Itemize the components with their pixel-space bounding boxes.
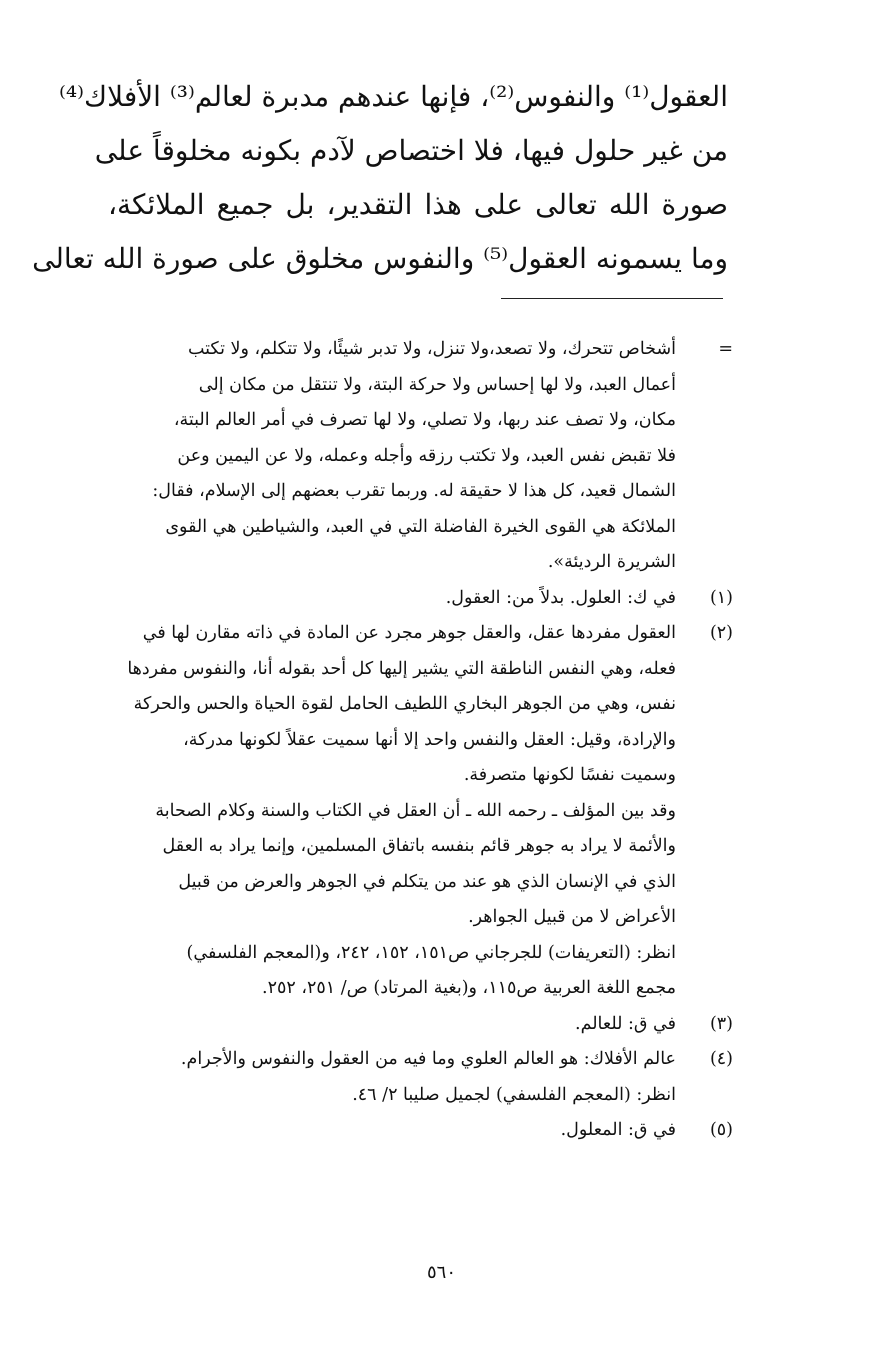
footnote-line: في ق: المعلول.: [560, 1120, 676, 1140]
footnote-line: والإرادة، وقيل: العقل والنفس واحد إلا أنها سميت عقلاً لكونها مدركة،: [183, 729, 676, 750]
footnote-line: أشخاص تتحرك، ولا تصعد،ولا تنزل، ولا تدبر شيئًا، ولا تتكلم، ولا تكتب: [187, 339, 676, 359]
footnote-line: انظر: (التعريفات) للجرجاني ص١٥١، ١٥٢، ٢٤٢، و(المعجم الفلسفي): [186, 942, 676, 963]
footnote-4-references: [68, 1078, 733, 1114]
footnote-line: الشمال قعيد، كل هذا لا حقيقة له. وربما تقرب بعضهم إلى الإسلام، فقال:: [152, 481, 676, 501]
footnote-separator: [501, 298, 723, 299]
footnote-marker: (٢): [709, 623, 733, 643]
footnote-line: والأئمة لا يراد به جوهر قائم بنفسه باتفاق المسلمين، وإنما يراد به العقل: [162, 836, 676, 856]
footnote-line: مكان، ولا تصف عند ربها، ولا تصلي، ولا لها تصرف في أمر العالم البتة،: [173, 410, 676, 430]
main-text-line-3: صورة الله تعالى على هذا التقدير، بل جميع الملائكة،: [108, 188, 728, 221]
footnote-line: أعمال العبد، ولا لها إحساس ولا حركة البتة، ولا تنتقل من مكان إلى: [198, 374, 676, 395]
footnote-4: [68, 1042, 733, 1078]
footnote-marker: (١): [709, 587, 733, 608]
main-text-line-2: من غير حلول فيها، فلا اختصاص لآدم بكونه مخلوقاً على: [94, 134, 728, 167]
footnote-line: انظر: (المعجم الفلسفي) لجميل صليبا ٢/ ٤٦.: [352, 1084, 676, 1105]
footnote-line: فلا تقبض نفس العبد، ولا تكتب رزقه وأجله وعمله، ولا عن اليمين وعن: [177, 445, 676, 466]
footnote-5: [68, 1113, 733, 1149]
footnote-line: في ق: للعالم.: [575, 1013, 676, 1034]
footnote-1: [68, 581, 733, 617]
footnote-line: العقول مفردها عقل، والعقل جوهر مجرد عن المادة في ذاته مقارن لها في: [142, 623, 676, 643]
footnote-line: الشريرة الرديئة».: [547, 552, 676, 572]
footnote-marker: (٥): [709, 1120, 733, 1140]
footnote-line: الملائكة هي القوى الخيرة الفاضلة التي في العبد، والشياطين هي القوى: [165, 516, 676, 537]
footnote-continuation: [68, 332, 733, 581]
footnote-marker: (٤): [709, 1049, 733, 1069]
footnote-line: مجمع اللغة العربية ص١١٥، و(بغية المرتاد) ص/ ٢٥١، ٢٥٢.: [262, 978, 676, 998]
page-number: ٥٦٠: [426, 1262, 456, 1283]
footnote-line: الذي في الإنسان الذي هو عند من يتكلم في الجوهر والعرض من قبيل: [178, 871, 676, 892]
footnote-3: [68, 1007, 733, 1043]
footnote-line: في ك: العلول. بدلاً من: العقول.: [445, 587, 676, 608]
main-text-line-4: وما يسمونه العقول⁽⁵⁾ والنفوس مخلوق على صورة الله تعالى: [32, 242, 728, 275]
footnote-line: نفس، وهي من الجوهر البخاري اللطيف الحامل لقوة الحياة والحس والحركة: [133, 694, 676, 714]
footnote-marker: (٣): [709, 1013, 733, 1034]
footnote-2: [68, 616, 733, 794]
footnote-line: وقد بين المؤلف ـ رحمه الله ـ أن العقل في الكتاب والسنة وكلام الصحابة: [155, 800, 676, 821]
footnote-line: عالم الأفلاك: هو العالم العلوي وما فيه من العقول والنفوس والأجرام.: [180, 1049, 676, 1069]
footnote-2-references: [68, 936, 733, 1007]
footnote-line: وسميت نفسًا لكونها متصرفة.: [463, 765, 676, 785]
main-text-block: [32, 70, 728, 286]
footnote-line: الأعراض لا من قبيل الجواهر.: [468, 907, 676, 927]
footnote-line: فعله، وهي النفس الناطقة التي يشير إليها كل أحد بقوله أنا، والنفوس مفردها: [127, 658, 676, 679]
footnote-2-paragraph-2: [68, 794, 733, 936]
footnotes-section: [68, 332, 733, 1149]
main-text-line-1: العقول⁽¹⁾ والنفوس⁽²⁾، فإنها عندهم مدبرة لعالم⁽³⁾ الأفلاك⁽⁴⁾: [59, 80, 728, 113]
footnote-marker: =: [718, 339, 733, 359]
